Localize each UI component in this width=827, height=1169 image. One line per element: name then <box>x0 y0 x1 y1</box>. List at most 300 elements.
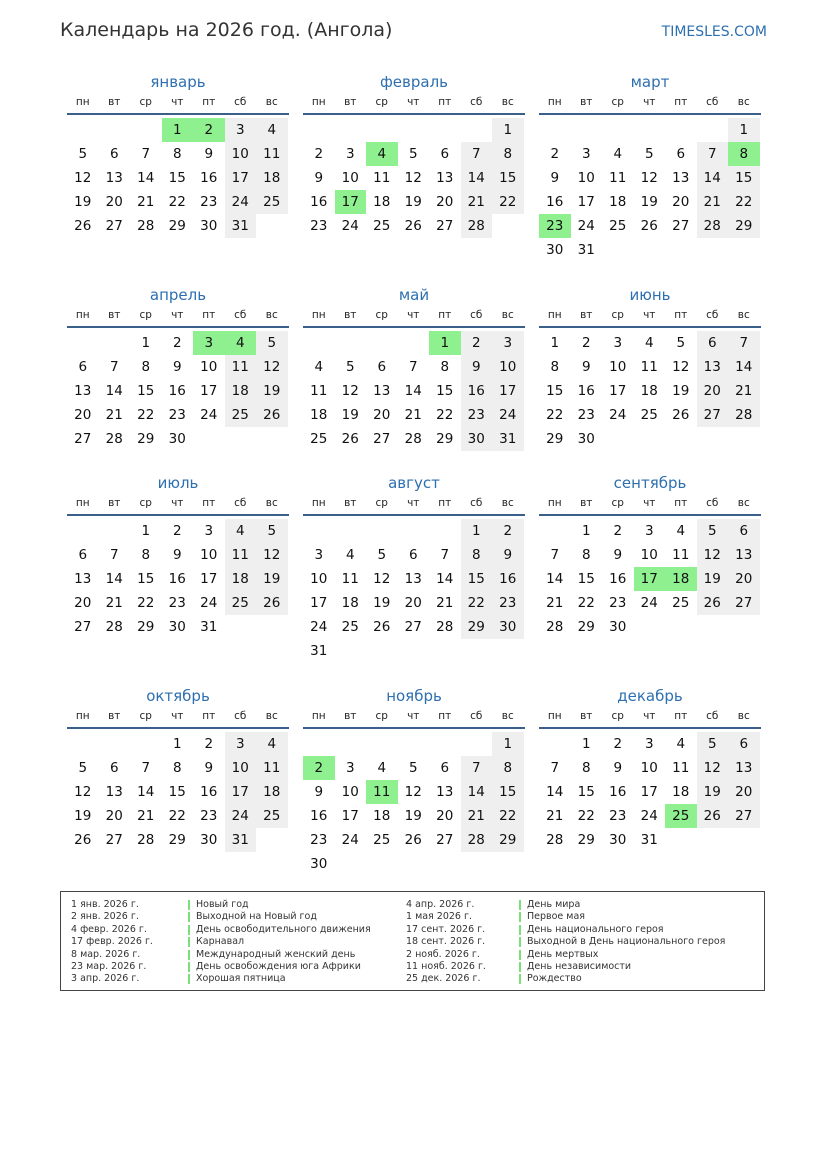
legend-holiday-name: Выходной в День национального героя <box>527 936 726 948</box>
weekday-label: сб <box>706 710 719 722</box>
empty-cell <box>539 118 571 142</box>
day-cell: 27 <box>105 218 123 234</box>
day-cell: 14 <box>105 571 123 587</box>
weekday-label: ср <box>375 710 388 722</box>
day-cell: 8 <box>141 359 151 375</box>
day-cell: 28 <box>546 832 564 848</box>
day-cell: 16 <box>461 379 493 403</box>
day-cell: 13 <box>105 784 123 800</box>
weekday-label: чт <box>643 497 656 509</box>
weekday-label: вт <box>108 309 121 321</box>
site-link[interactable]: TIMESLES.COM <box>661 24 767 40</box>
header-divider <box>67 113 289 115</box>
legend-marker <box>519 974 521 984</box>
day-cell: 16 <box>310 808 328 824</box>
day-cell: 28 <box>137 218 155 234</box>
day-cell: 7 <box>550 760 560 776</box>
month-block <box>539 472 761 639</box>
weekday-header <box>67 93 289 111</box>
month-block <box>303 472 525 663</box>
weekday-header <box>67 707 289 725</box>
day-cell: 3 <box>644 736 654 752</box>
empty-cell <box>303 732 335 756</box>
day-cell: 23 <box>577 407 595 423</box>
day-cell: 20 <box>728 567 760 591</box>
empty-cell <box>429 519 461 543</box>
day-cell: 9 <box>172 359 182 375</box>
day-cell: 28 <box>697 214 729 238</box>
weekday-label: вс <box>501 497 514 509</box>
weekday-label: пн <box>75 710 90 722</box>
weekday-label: пн <box>75 309 90 321</box>
day-cell: 25 <box>341 619 359 635</box>
day-cell: 29 <box>137 619 155 635</box>
weekday-label: сб <box>234 710 247 722</box>
day-cell: 22 <box>137 407 155 423</box>
day-cell: 26 <box>256 591 288 615</box>
day-cell: 5 <box>408 760 418 776</box>
weekday-label: чт <box>407 497 420 509</box>
day-cell: 24 <box>200 407 218 423</box>
day-cell: 9 <box>581 359 591 375</box>
legend-marker <box>519 962 521 972</box>
day-cell: 15 <box>436 383 454 399</box>
legend-marker <box>519 950 521 960</box>
month-block <box>303 685 525 876</box>
day-cell: 6 <box>109 760 119 776</box>
weekday-label: пн <box>547 710 562 722</box>
weekday-label: вс <box>737 96 750 108</box>
day-cell: 16 <box>546 194 564 210</box>
empty-cell <box>398 118 430 142</box>
day-cell: 21 <box>461 804 493 828</box>
month-name: январь <box>150 73 206 91</box>
day-cell: 24 <box>225 804 257 828</box>
day-cell: 6 <box>408 547 418 563</box>
day-cell: 28 <box>137 832 155 848</box>
holiday-day-cell: 1 <box>429 331 461 355</box>
empty-cell <box>398 331 430 355</box>
day-cell: 16 <box>609 571 627 587</box>
day-cell: 26 <box>640 218 658 234</box>
day-cell: 21 <box>137 194 155 210</box>
day-cell: 19 <box>74 808 92 824</box>
day-cell: 2 <box>172 335 182 351</box>
day-cell: 21 <box>105 595 123 611</box>
legend-marker <box>519 900 521 910</box>
day-cell: 22 <box>137 595 155 611</box>
day-cell: 26 <box>256 403 288 427</box>
weekday-label: ср <box>375 497 388 509</box>
empty-cell <box>366 519 398 543</box>
day-cell: 2 <box>314 146 324 162</box>
holiday-day-cell: 8 <box>728 142 760 166</box>
day-cell: 10 <box>225 142 257 166</box>
weekday-label: пн <box>547 96 562 108</box>
legend-date: 11 нояб. 2026 г. <box>406 961 486 972</box>
day-cell: 10 <box>341 170 359 186</box>
weekday-label: ср <box>611 96 624 108</box>
weekday-label: сб <box>470 96 483 108</box>
day-cell: 7 <box>461 756 493 780</box>
day-cell: 4 <box>256 732 288 756</box>
weekday-label: вт <box>344 497 357 509</box>
day-cell: 19 <box>256 379 288 403</box>
day-cell: 1 <box>492 732 524 756</box>
day-cell: 1 <box>141 335 151 351</box>
day-cell: 3 <box>225 118 257 142</box>
month-block <box>539 284 761 451</box>
empty-cell <box>67 331 99 355</box>
legend-date: 23 мар. 2026 г. <box>71 961 147 972</box>
day-cell: 25 <box>640 407 658 423</box>
day-cell: 10 <box>200 547 218 563</box>
day-cell: 23 <box>310 832 328 848</box>
day-cell: 5 <box>345 359 355 375</box>
day-cell: 20 <box>74 407 92 423</box>
day-cell: 26 <box>672 407 690 423</box>
empty-cell <box>303 519 335 543</box>
day-cell: 24 <box>640 808 658 824</box>
day-cell: 5 <box>377 547 387 563</box>
day-cell: 27 <box>436 218 454 234</box>
day-grid <box>539 732 761 852</box>
empty-cell <box>130 732 162 756</box>
month-name: август <box>388 474 440 492</box>
weekday-label: чт <box>171 497 184 509</box>
day-cell: 3 <box>225 732 257 756</box>
legend-marker <box>188 912 190 922</box>
day-cell: 3 <box>581 146 591 162</box>
header-divider <box>539 113 761 115</box>
day-grid <box>539 118 761 262</box>
day-cell: 27 <box>728 804 760 828</box>
day-grid <box>67 118 289 238</box>
day-cell: 25 <box>310 431 328 447</box>
weekday-header <box>303 93 525 111</box>
day-cell: 22 <box>728 190 760 214</box>
header-divider <box>67 514 289 516</box>
day-cell: 8 <box>172 146 182 162</box>
day-cell: 15 <box>137 571 155 587</box>
day-cell: 21 <box>546 808 564 824</box>
weekday-label: чт <box>407 710 420 722</box>
empty-cell <box>461 118 493 142</box>
day-cell: 14 <box>137 784 155 800</box>
day-cell: 14 <box>436 571 454 587</box>
day-cell: 22 <box>461 591 493 615</box>
day-cell: 18 <box>609 194 627 210</box>
day-cell: 16 <box>577 383 595 399</box>
day-cell: 4 <box>644 335 654 351</box>
day-cell: 26 <box>74 218 92 234</box>
day-cell: 15 <box>546 383 564 399</box>
day-cell: 19 <box>697 567 729 591</box>
day-cell: 11 <box>256 756 288 780</box>
day-cell: 13 <box>373 383 391 399</box>
holiday-day-cell: 23 <box>539 214 571 238</box>
day-cell: 27 <box>436 832 454 848</box>
day-cell: 20 <box>404 595 422 611</box>
day-cell: 2 <box>461 331 493 355</box>
month-name: сентябрь <box>613 474 687 492</box>
legend-date: 1 янв. 2026 г. <box>71 899 139 910</box>
day-cell: 7 <box>728 331 760 355</box>
holiday-day-cell: 4 <box>366 142 398 166</box>
day-cell: 24 <box>577 218 595 234</box>
weekday-label: пн <box>75 96 90 108</box>
month-block <box>303 71 525 238</box>
day-cell: 29 <box>137 431 155 447</box>
holiday-day-cell: 18 <box>665 567 697 591</box>
day-cell: 24 <box>492 403 524 427</box>
empty-cell <box>366 732 398 756</box>
weekday-label: сб <box>234 497 247 509</box>
day-cell: 27 <box>672 218 690 234</box>
day-cell: 28 <box>436 619 454 635</box>
day-cell: 30 <box>609 619 627 635</box>
day-cell: 18 <box>225 567 257 591</box>
legend-holiday-name: День освободительного движения <box>196 923 371 935</box>
day-cell: 24 <box>310 619 328 635</box>
day-cell: 4 <box>613 146 623 162</box>
day-cell: 6 <box>728 519 760 543</box>
day-cell: 22 <box>168 808 186 824</box>
month-name: июнь <box>629 286 671 304</box>
weekday-label: ср <box>611 710 624 722</box>
month-name: октябрь <box>146 687 210 705</box>
month-block <box>539 685 761 852</box>
month-block <box>67 71 289 238</box>
day-cell: 17 <box>200 571 218 587</box>
day-cell: 30 <box>577 431 595 447</box>
day-cell: 17 <box>609 383 627 399</box>
day-cell: 18 <box>640 383 658 399</box>
day-cell: 19 <box>256 567 288 591</box>
weekday-label: ср <box>611 309 624 321</box>
day-cell: 11 <box>341 571 359 587</box>
weekday-label: пн <box>311 309 326 321</box>
day-cell: 11 <box>225 543 257 567</box>
day-cell: 10 <box>492 355 524 379</box>
day-cell: 27 <box>697 403 729 427</box>
day-cell: 12 <box>341 383 359 399</box>
day-cell: 30 <box>461 427 493 451</box>
day-cell: 2 <box>492 519 524 543</box>
day-cell: 27 <box>74 431 92 447</box>
holiday-day-cell: 4 <box>225 331 257 355</box>
legend-holiday-name: День мира <box>527 899 581 910</box>
day-cell: 9 <box>172 547 182 563</box>
empty-cell <box>335 732 367 756</box>
day-cell: 7 <box>440 547 450 563</box>
day-cell: 8 <box>461 543 493 567</box>
day-cell: 10 <box>640 547 658 563</box>
day-cell: 9 <box>314 170 324 186</box>
day-cell: 1 <box>141 523 151 539</box>
day-cell: 13 <box>728 756 760 780</box>
day-cell: 22 <box>546 407 564 423</box>
weekday-header <box>67 306 289 324</box>
day-cell: 15 <box>577 784 595 800</box>
day-cell: 31 <box>310 643 328 659</box>
day-cell: 29 <box>168 218 186 234</box>
day-cell: 16 <box>200 170 218 186</box>
legend-date: 8 мар. 2026 г. <box>71 948 141 960</box>
legend-marker <box>188 974 190 984</box>
weekday-label: чт <box>407 309 420 321</box>
day-cell: 12 <box>74 784 92 800</box>
day-cell: 19 <box>74 194 92 210</box>
weekday-label: пт <box>674 497 688 509</box>
day-cell: 17 <box>225 780 257 804</box>
day-cell: 3 <box>345 760 355 776</box>
weekday-label: вт <box>344 309 357 321</box>
day-cell: 11 <box>672 760 690 776</box>
day-cell: 6 <box>728 732 760 756</box>
weekday-label: пн <box>311 710 326 722</box>
day-cell: 7 <box>550 547 560 563</box>
day-cell: 13 <box>105 170 123 186</box>
day-cell: 19 <box>640 194 658 210</box>
day-cell: 6 <box>109 146 119 162</box>
empty-cell <box>697 118 729 142</box>
empty-cell <box>303 331 335 355</box>
day-cell: 17 <box>640 784 658 800</box>
day-cell: 13 <box>728 543 760 567</box>
legend-date: 2 нояб. 2026 г. <box>406 948 480 960</box>
header-divider <box>303 727 525 729</box>
weekday-label: ср <box>139 309 152 321</box>
day-cell: 12 <box>697 756 729 780</box>
empty-cell <box>398 732 430 756</box>
legend-holiday-name: Новый год <box>196 899 249 910</box>
day-cell: 21 <box>728 379 760 403</box>
legend-holiday-name: День мертвых <box>527 948 599 960</box>
header-divider <box>303 326 525 328</box>
day-cell: 4 <box>345 547 355 563</box>
day-cell: 19 <box>697 780 729 804</box>
day-cell: 23 <box>310 218 328 234</box>
day-cell: 6 <box>697 331 729 355</box>
day-cell: 23 <box>200 808 218 824</box>
day-cell: 9 <box>204 760 214 776</box>
header-divider <box>539 514 761 516</box>
day-cell: 1 <box>550 335 560 351</box>
day-cell: 24 <box>200 595 218 611</box>
day-cell: 17 <box>200 383 218 399</box>
day-cell: 15 <box>492 780 524 804</box>
day-cell: 9 <box>204 146 214 162</box>
day-cell: 2 <box>613 736 623 752</box>
legend-holiday-name: Международный женский день <box>196 948 356 960</box>
day-cell: 13 <box>672 170 690 186</box>
holiday-day-cell: 25 <box>665 804 697 828</box>
day-cell: 29 <box>492 828 524 852</box>
day-cell: 27 <box>404 619 422 635</box>
legend-holiday-name: День национального героя <box>527 923 664 935</box>
weekday-label: вс <box>501 309 514 321</box>
day-cell: 10 <box>200 359 218 375</box>
day-cell: 24 <box>640 595 658 611</box>
day-cell: 30 <box>609 832 627 848</box>
day-cell: 9 <box>613 760 623 776</box>
empty-cell <box>67 519 99 543</box>
header-divider <box>303 514 525 516</box>
day-cell: 1 <box>728 118 760 142</box>
day-cell: 26 <box>404 832 422 848</box>
weekday-label: вс <box>265 96 278 108</box>
weekday-label: вс <box>501 96 514 108</box>
day-cell: 21 <box>546 595 564 611</box>
day-cell: 2 <box>581 335 591 351</box>
day-cell: 19 <box>373 595 391 611</box>
day-cell: 7 <box>461 142 493 166</box>
day-cell: 22 <box>577 808 595 824</box>
day-grid <box>303 519 525 663</box>
weekday-label: вс <box>737 710 750 722</box>
day-cell: 18 <box>672 784 690 800</box>
weekday-label: ср <box>139 710 152 722</box>
empty-cell <box>461 732 493 756</box>
empty-cell <box>366 118 398 142</box>
legend-marker <box>188 937 190 947</box>
day-cell: 28 <box>105 619 123 635</box>
day-cell: 10 <box>341 784 359 800</box>
day-cell: 5 <box>78 760 88 776</box>
day-cell: 22 <box>577 595 595 611</box>
day-cell: 4 <box>676 736 686 752</box>
empty-cell <box>571 118 603 142</box>
empty-cell <box>335 118 367 142</box>
month-name: май <box>398 286 430 304</box>
header-divider <box>303 113 525 115</box>
month-name: апрель <box>149 286 207 304</box>
day-cell: 23 <box>168 407 186 423</box>
day-cell: 14 <box>404 383 422 399</box>
day-cell: 22 <box>436 407 454 423</box>
day-cell: 9 <box>492 543 524 567</box>
day-cell: 5 <box>256 331 288 355</box>
day-cell: 29 <box>577 832 595 848</box>
day-cell: 31 <box>225 214 257 238</box>
holiday-day-cell: 1 <box>162 118 194 142</box>
legend-marker <box>519 937 521 947</box>
day-cell: 15 <box>168 784 186 800</box>
day-cell: 2 <box>613 523 623 539</box>
weekday-label: вт <box>108 710 121 722</box>
legend-holiday-name: Первое мая <box>527 911 585 923</box>
day-cell: 12 <box>640 170 658 186</box>
day-cell: 22 <box>492 804 524 828</box>
day-cell: 23 <box>609 595 627 611</box>
day-cell: 26 <box>373 619 391 635</box>
day-cell: 19 <box>672 383 690 399</box>
day-cell: 29 <box>436 431 454 447</box>
holiday-day-cell: 17 <box>335 190 367 214</box>
day-cell: 28 <box>404 431 422 447</box>
day-cell: 5 <box>697 519 729 543</box>
day-cell: 5 <box>256 519 288 543</box>
weekday-label: ср <box>139 96 152 108</box>
day-cell: 13 <box>436 170 454 186</box>
day-cell: 23 <box>492 591 524 615</box>
day-cell: 28 <box>728 403 760 427</box>
weekday-label: пт <box>438 309 452 321</box>
day-cell: 11 <box>256 142 288 166</box>
weekday-label: вс <box>265 309 278 321</box>
day-cell: 22 <box>492 190 524 214</box>
